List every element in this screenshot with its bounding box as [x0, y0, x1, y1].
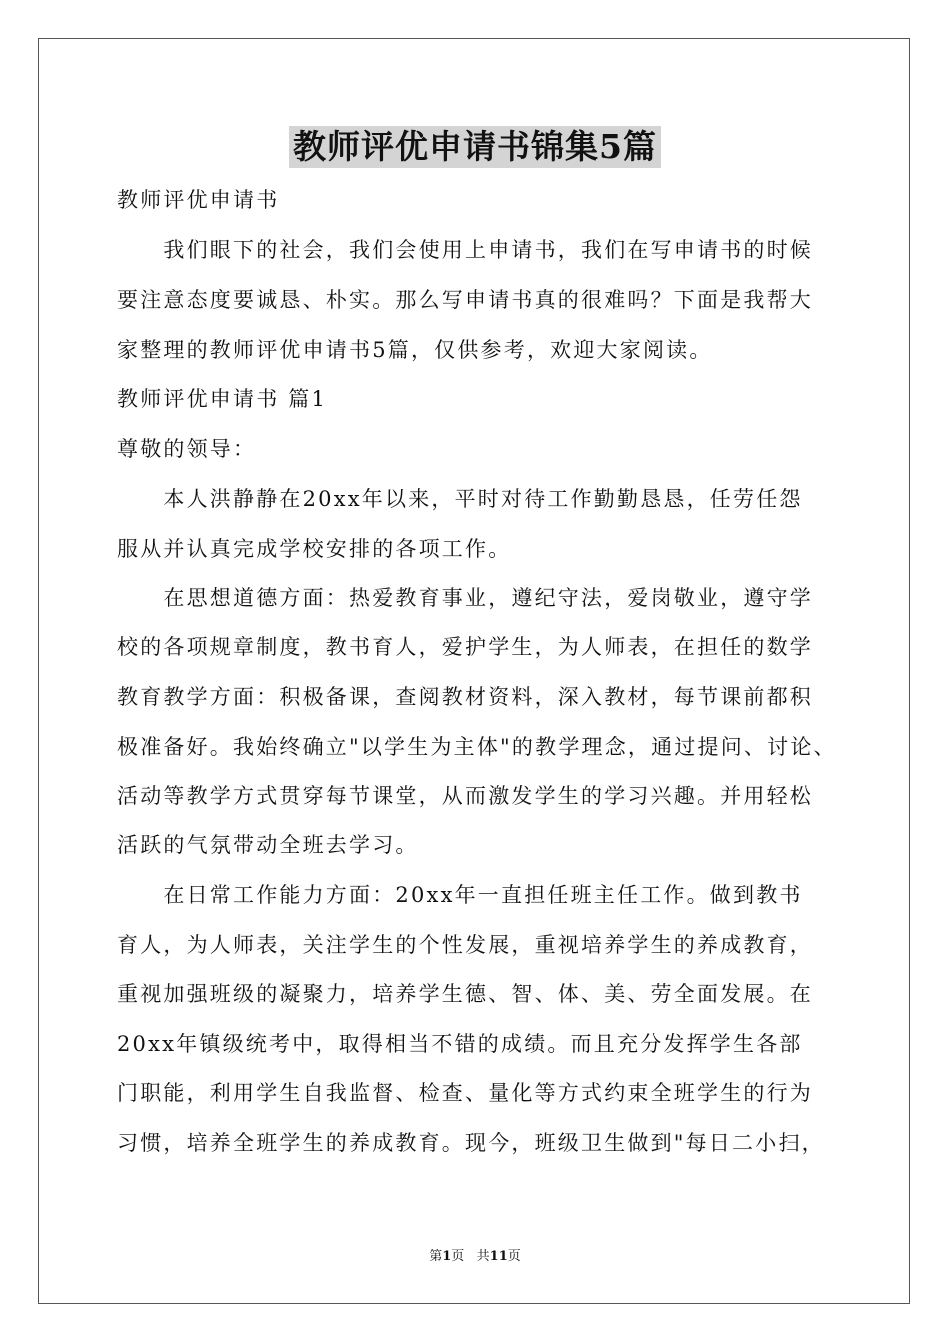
salutation: 尊敬的领导： — [117, 437, 257, 461]
page-border — [38, 38, 910, 1304]
page-footer — [0, 1249, 950, 1265]
section-heading: 教师评优申请书 — [117, 188, 280, 212]
body-line: 我们眼下的社会，我们会使用上申请书，我们在写申请书的时候 — [117, 238, 813, 262]
page-label-pre: 第 — [429, 1249, 443, 1264]
body-line: 本人洪静静在20xx年以来，平时对待工作勤勤恳恳，任劳任怨 — [117, 487, 803, 511]
body-line: 习惯，培养全班学生的养成教育。现今，班级卫生做到"每日二小扫， — [117, 1131, 825, 1155]
page-total: 11 — [489, 1249, 508, 1264]
body-line: 要注意态度要诚恳、朴实。那么写申请书真的很难吗？下面是我帮大 — [117, 288, 813, 312]
body-line: 20xx年镇级统考中，取得相当不错的成绩。而且充分发挥学生各部 — [117, 1032, 803, 1056]
body-line: 育人，为人师表，关注学生的个性发展，重视培养学生的养成教育， — [117, 933, 813, 957]
section-heading: 教师评优申请书 篇1 — [117, 387, 328, 411]
body-line: 门职能，利用学生自我监督、检查、量化等方式约束全班学生的行为 — [117, 1081, 813, 1105]
body-line: 活跃的气氛带动全班去学习。 — [117, 833, 419, 857]
body-line: 在思想道德方面：热爱教育事业，遵纪守法，爱岗敬业，遵守学 — [117, 586, 813, 610]
body-line: 校的各项规章制度，教书育人，爱护学生，为人师表，在担任的数学 — [117, 635, 813, 659]
page-current: 1 — [442, 1249, 452, 1264]
page-label-mid: 页 共 — [451, 1249, 490, 1264]
document-title: 教师评优申请书锦集5篇 — [289, 126, 661, 168]
body-line: 活动等教学方式贯穿每节课堂，从而激发学生的学习兴趣。并用轻松 — [117, 784, 813, 808]
body-line: 在日常工作能力方面：20xx年一直担任班主任工作。做到教书 — [117, 883, 803, 907]
body-line: 极准备好。我始终确立"以学生为主体"的教学理念，通过提问、讨论、 — [117, 735, 837, 759]
body-line: 教育教学方面：积极备课，查阅教材资料，深入教材，每节课前都积 — [117, 685, 813, 709]
body-line: 家整理的教师评优申请书5篇，仅供参考，欢迎大家阅读。 — [117, 338, 713, 362]
body-line: 重视加强班级的凝聚力，培养学生德、智、体、美、劳全面发展。在 — [117, 982, 813, 1006]
page-label-post: 页 — [507, 1249, 521, 1264]
body-line: 服从并认真完成学校安排的各项工作。 — [117, 537, 512, 561]
title-container — [0, 126, 950, 168]
